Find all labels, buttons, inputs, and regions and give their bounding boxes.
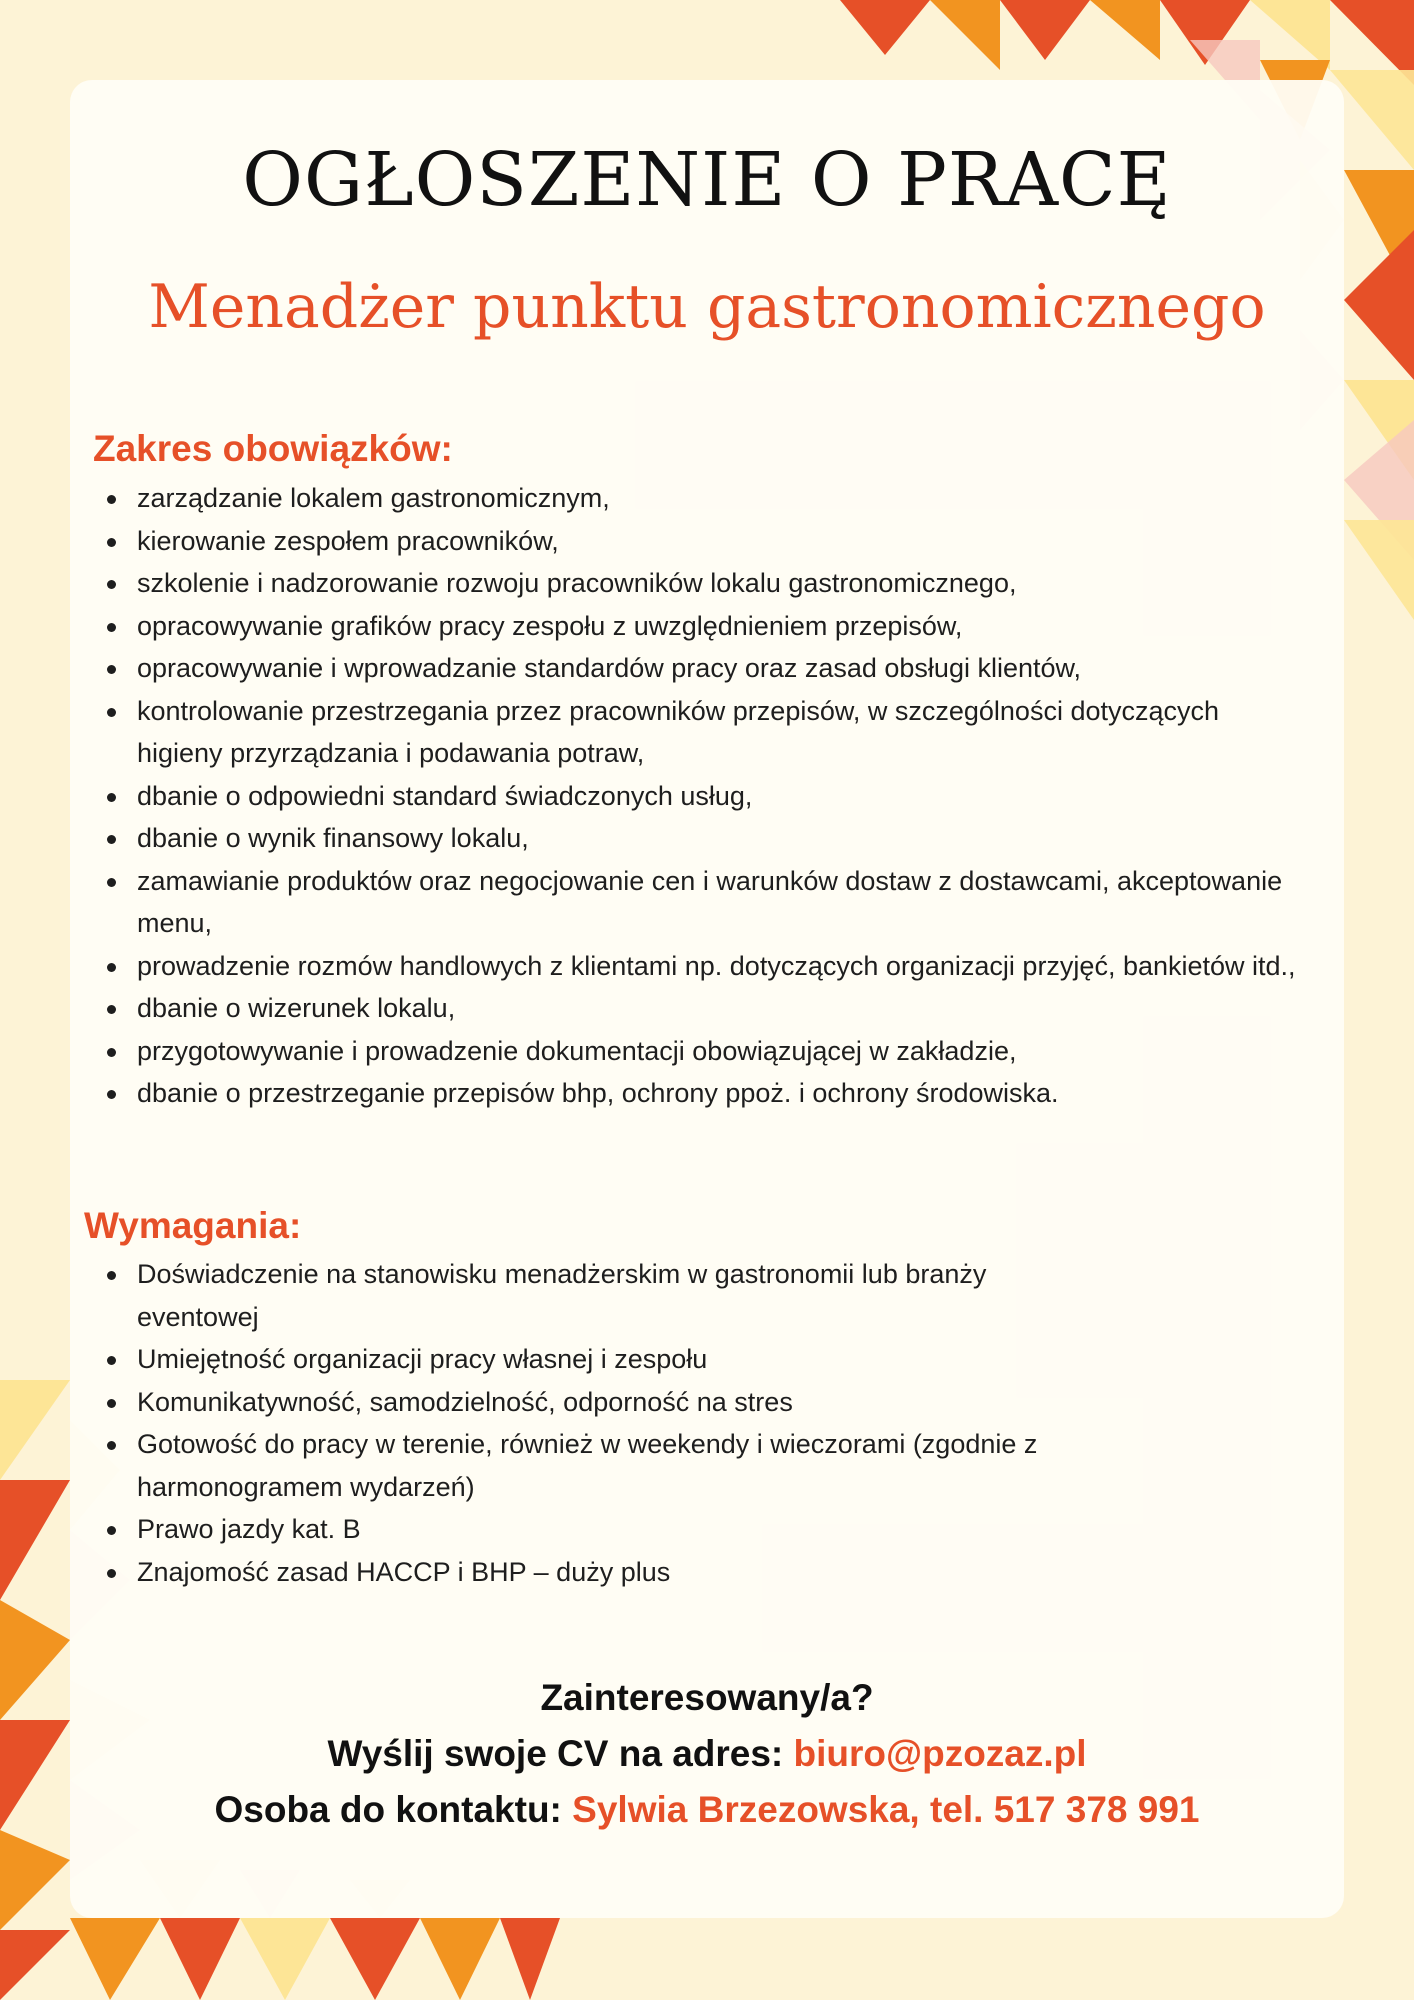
duties-heading: Zakres obowiązków: [93, 428, 453, 469]
page-title: OGŁOSZENIE O PRACĘ [242, 137, 1172, 223]
list-item: opracowywanie i wprowadzanie standardów pracy oraz zasad obsługi klientów, [99, 647, 1299, 690]
list-item: dbanie o przestrzeganie przepisów bhp, ochrony ppoż. i ochrony środowiska. [99, 1072, 1299, 1115]
list-item: Komunikatywność, samodzielność, odporność na stres [99, 1381, 1039, 1424]
contact-person: Sylwia Brzezowska, tel. 517 378 991 [572, 1789, 1200, 1830]
decorative-triangle [1000, 0, 1090, 60]
requirements-list [99, 1253, 1039, 1593]
list-item: Gotowość do pracy w terenie, również w weekendy i wieczorami (zgodnie z harmonogramem wydarzeń) [99, 1423, 1039, 1508]
list-item: dbanie o wizerunek lokalu, [99, 987, 1299, 1030]
decorative-triangle [0, 1830, 70, 1930]
list-item: opracowywanie grafików pracy zespołu z uwzględnieniem przepisów, [99, 605, 1299, 648]
decorative-triangle [500, 1918, 560, 2000]
list-item: prowadzenie rozmów handlowych z klientami np. dotyczących organizacji przyjęć, bankietów itd., [99, 945, 1299, 988]
decorative-triangle [420, 1918, 500, 2000]
cv-label: Wyślij swoje CV na adres: [327, 1733, 784, 1774]
list-item: przygotowywanie i prowadzenie dokumentacji obowiązującej w zakładzie, [99, 1030, 1299, 1073]
duties-list [99, 477, 1299, 1115]
decorative-triangle [330, 1918, 420, 2000]
contact-question: Zainteresowany/a? [540, 1677, 874, 1718]
list-item: szkolenie i nadzorowanie rozwoju pracowników lokalu gastronomicznego, [99, 562, 1299, 605]
contact-cv-line [0, 1733, 1414, 1775]
decorative-triangle [840, 0, 930, 55]
contact-person-line [0, 1789, 1414, 1831]
list-item: dbanie o odpowiedni standard świadczonych usług, [99, 775, 1299, 818]
decorative-triangle [0, 1380, 70, 1480]
list-item: Umiejętność organizacji pracy własnej i zespołu [99, 1338, 1039, 1381]
list-item: Doświadczenie na stanowisku menadżerskim w gastronomii lub branży eventowej [99, 1253, 1039, 1338]
job-position-title: Menadżer punktu gastronomicznego [148, 272, 1266, 342]
list-item: dbanie o wynik finansowy lokalu, [99, 817, 1299, 860]
contact-person-label: Osoba do kontaktu: [214, 1789, 562, 1830]
list-item: Prawo jazdy kat. B [99, 1508, 1039, 1551]
decorative-triangle [930, 0, 1000, 70]
decorative-triangle [1344, 520, 1414, 620]
decorative-triangle [240, 1918, 330, 2000]
contact-email[interactable]: biuro@pzozaz.pl [793, 1733, 1087, 1774]
decorative-triangle [160, 1918, 240, 2000]
decorative-triangle [0, 1480, 70, 1600]
decorative-triangle [1250, 0, 1330, 70]
decorative-triangle [70, 1918, 160, 2000]
decorative-triangle [0, 1930, 70, 2000]
list-item: zamawianie produktów oraz negocjowanie cen i warunków dostaw z dostawcami, akceptowanie menu, [99, 860, 1299, 945]
decorative-triangle [1090, 0, 1160, 60]
list-item: Znajomość zasad HACCP i BHP – duży plus [99, 1551, 1039, 1594]
requirements-heading: Wymagania: [84, 1205, 302, 1246]
list-item: zarządzanie lokalem gastronomicznym, [99, 477, 1299, 520]
list-item: kontrolowanie przestrzegania przez pracowników przepisów, w szczególności dotyczących higieny przyrządzania i podawania potraw, [99, 690, 1299, 775]
list-item: kierowanie zespołem pracowników, [99, 520, 1299, 563]
